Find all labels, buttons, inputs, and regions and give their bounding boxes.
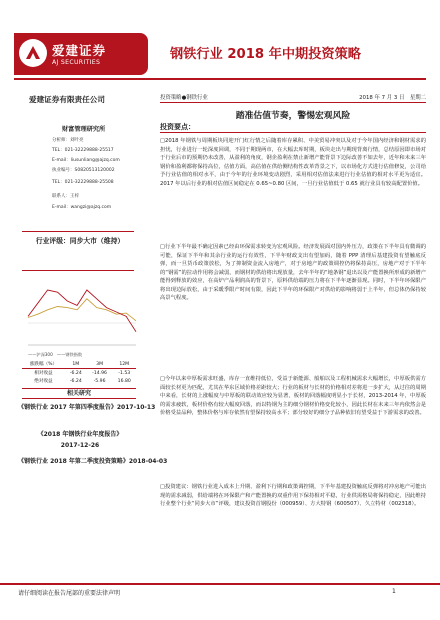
analyst-line: TEL：021-32229888-25517 (52, 148, 114, 153)
related-report-link[interactable]: 《钢铁行业 2017 年第四季度报告》2017-10-13 (18, 404, 156, 411)
logo-mark-icon (19, 39, 47, 67)
table-row (22, 369, 136, 378)
analyst-line: TEL：021-32229888-25508 (52, 180, 114, 185)
key-point-paragraph: □投资建议：钢铁行业进入成本上升期、盈利下行期和政策调控期，下半年基建投资触底反弹将对冲房地产可能出现的需求减弱，供给端将在环保限产和产能置换的双重作用下保持相对平稳，行业供需格局将保持稳定，因此维持行业整个行业“同步大市”评级，建议投资首钢股份（000959）、方大特钢（600507）、久立特材（002318）。 (160, 484, 426, 508)
analyst-line: 分析师：刘叶亮 (52, 138, 84, 143)
chart-legend: ——沪深300 ——钢铁指数 (28, 352, 83, 357)
related-report-link[interactable]: 《钢铁行业 2018 年第二季度投资策略》2018-04-03 (18, 458, 168, 465)
report-meta-row (160, 93, 426, 101)
logo-text: 爱建证券 (52, 43, 107, 58)
key-points-divider (160, 132, 426, 133)
table-cell: -6.24 (69, 370, 82, 376)
table-header-cell: 1M (65, 360, 87, 369)
analyst-line: 执业编号：S0820513120002 (52, 168, 115, 173)
series-line (28, 299, 136, 321)
performance-chart (20, 275, 140, 355)
table-header-cell: 涨跌幅（%） (22, 360, 65, 369)
page-number: 1 (392, 588, 396, 595)
key-point-paragraph: □今年以来中厚板需求旺盛，库存一直维持低位，受益于新能源、船舶以及工程机械需求大幅增长，中厚板供需方面较长材更为匹配，尤其在华东区域价格差距较大；行业的板材与长材的价格相对差将进一步扩大，从过往的周期中来看，长材的上涨幅度与中厚板的联动效应较为显著，板材的回落幅度明显小于长材，2013-2014 年，中厚板的需求疲软，板材价格有较大幅度回落，而以特钢为主的细分钢材价格变化较小，因此长材在未来三年内依然会是价格受益品种，整体价格与库存依然有望保持较高水平；部分较好的细分子品种依旧有望受益于下游需求的改善。 (160, 376, 426, 417)
key-points-heading: 投资要点： (160, 123, 195, 131)
table-cell: -1.53 (118, 370, 131, 376)
key-point-paragraph: □2018 年钢铁与周期板块同迎开门红行情之后随着库存累积、中美贸易冲突以及对于今年国内经济和钢材需求的担忧，行业进行一轮深度回调，不同于期现两市，在大幅去库时期，板块走出与期现背离行情，总结原因即市场对于行业后市的预期仍未改善，从盈利的角度，钢企盈利在禁止新增产能背景下边际改善不如去年，近年和未来三年钢价和盈利都将保持高位，估值方面，高估值在供给侧结构性改革背景之下，以市场化方式进行估值修复，公司给予行业估值的相对水平，由于今年的行业环境变动剧烈，采用相对估值法来进行行业估值的相对水平更为适宜。2017 年以后行业的相对估值区间稳定在 0.65~0.80 区间，一旦行业估值低于 0.65 就行业具有较高配置价值。 (160, 138, 426, 187)
report-category: 投资策略●钢铁行业 (160, 95, 208, 101)
legal-notice: 请仔细阅读在报告尾部的重要法律声明 (18, 590, 121, 597)
header-divider (14, 78, 426, 80)
report-title: 踏准估值节奏，警惕宏观风险 (235, 111, 351, 121)
key-point-paragraph: □行业下半年最不确定因素已经由环保需求转变为宏观风险。经济发展面对国内外压力，政策在下半年具有微调的可能，保证下半年和其余行业的运行有效性，下半年财政支出有望加码，随着 PPP 清理后基建投资有望触底反弹，而一旦货币政策放松，为了抑制资金流入房地产，对于房地产的政策调控仍将保持高压，房地产对于下半年的“钢需”的拉动作用将会减弱，而钢材的供给将出现放量，去年半年的“地条钢”退出以及产能置换所形成的新增产能得到释放的效应，在高炉产品利润高的背景下，原料供给端的压力将在下半年逐渐显现。同时，下半年环保限产将出现边际放松，由于采暖季限产时间有限，因此下半年的环保限产对供给的影响将弱于上半年，但总体仍保持较高景气程度。 (160, 244, 426, 302)
table-cell: 相对收益 (34, 371, 53, 376)
department-name: 财富管理研究所 (62, 126, 106, 133)
table-cell: -14.96 (92, 370, 107, 376)
industry-rating (25, 236, 135, 247)
performance-table (22, 360, 136, 385)
table-cell: -5.96 (93, 378, 106, 384)
table-header-cell: 12M (112, 360, 136, 369)
report-date: 2018 年 7 月 3 日 星期二 (359, 95, 426, 101)
broker-name: 爱建证券有限责任公司 (29, 95, 105, 104)
analyst-line[interactable]: E-mail：wangzi@ajzq.com (52, 205, 112, 210)
table-row (22, 377, 136, 385)
table-cell: 绝对收益 (34, 379, 53, 384)
analyst-line[interactable]: E-mail：liusunliang@ajzq.com (52, 158, 120, 163)
table-header-cell: 3M (87, 360, 113, 369)
table-cell: -6.24 (69, 378, 82, 384)
footer-divider (0, 583, 440, 585)
table-cell: 16.80 (117, 378, 131, 384)
table-header-row (22, 360, 136, 369)
analyst-line: 联系人：王梓 (52, 194, 79, 199)
rating-text: 行业评级：同步大市（维持） (35, 237, 125, 245)
related-report-date: 2017-12-26 (60, 442, 100, 449)
related-research-title: 相关研究 (22, 388, 136, 399)
logo-subtext: AJ SECURITIES (52, 59, 101, 66)
page-title: 钢铁行业 2018 年中期投资策略 (170, 47, 361, 62)
related-report-link[interactable]: 《2018 年钢铁行业年度报告》 (37, 431, 123, 438)
meta-divider (160, 102, 426, 103)
